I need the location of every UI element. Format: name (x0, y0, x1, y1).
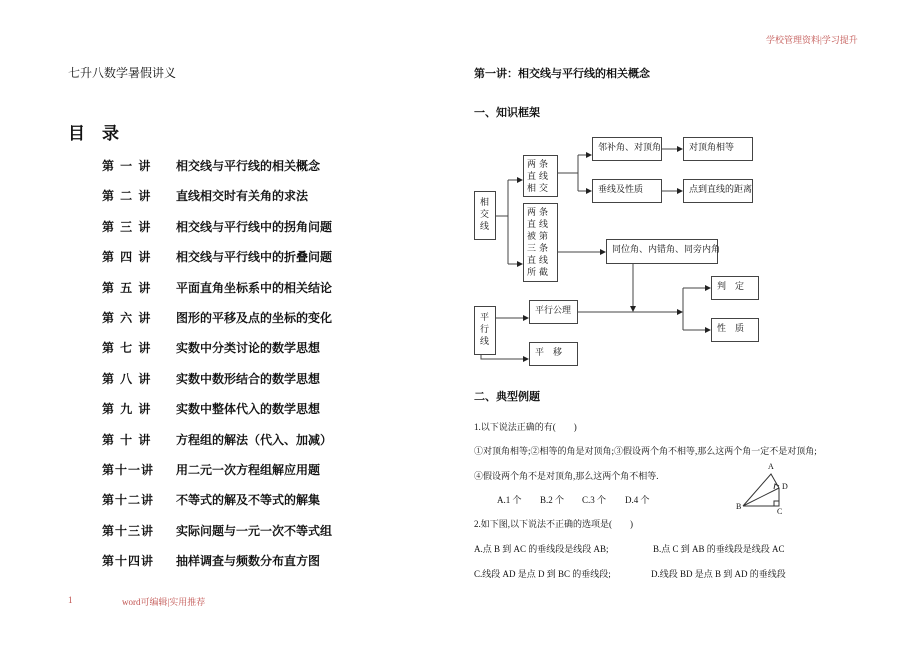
question-1-line-1: ①对顶角相等;②相等的角是对顶角;③假设两个角不相等,那么这两个角一定不是对顶角; (474, 446, 817, 456)
box-intersecting-lines: 相交线 (474, 191, 496, 240)
lecture-title: 第一讲：相交线与平行线的相关概念 (474, 67, 650, 80)
question-1-option-b: B.2 个 (540, 495, 565, 505)
question-2-stem: 2.如下图,以下说法不正确的选项是( ) (474, 519, 633, 529)
box-point-line-distance: 点到直线的距离 (683, 179, 753, 203)
toc-item-number: 第 六 讲 (102, 311, 152, 325)
box-vertical-angles-equal: 对顶角相等 (683, 137, 753, 161)
box-criteria: 判 定 (711, 276, 759, 300)
toc-item-number: 第 八 讲 (102, 371, 152, 386)
toc-item-title: 用二元一次方程组解应用题 (176, 463, 321, 477)
box-adjacent-vertical-angles: 邻补角、对顶角 (592, 137, 662, 161)
question-2-option-b: B.点 C 到 AB 的垂线段是线段 AC (653, 544, 785, 554)
toc-item-title: 相交线与平行线中的折叠问题 (176, 250, 333, 265)
toc-item-title: 实数中数形结合的数学思想 (176, 371, 321, 386)
toc-item-number: 第十二讲 (102, 493, 155, 508)
question-1-option-a: A.1 个 (497, 495, 522, 505)
toc-item-number: 第 五 讲 (102, 280, 152, 295)
toc-item-title: 实数中分类讨论的数学思想 (176, 341, 321, 356)
toc-heading: 目 录 (68, 124, 119, 144)
toc-item-title: 方程组的解法（代入、加减） (176, 432, 333, 447)
section-examples: 二、典型例题 (474, 390, 540, 403)
box-angle-types: 同位角、内错角、同旁内角 (606, 239, 718, 264)
toc-item-title: 抽样调查与频数分布直方图 (176, 554, 321, 569)
figure-label-c: C (777, 507, 783, 516)
toc-item-number: 第 一 讲 (102, 159, 152, 173)
section-knowledge-framework: 一、知识框架 (474, 106, 540, 119)
question-1-option-d: D.4 个 (625, 495, 650, 505)
toc-item-number: 第十一讲 (102, 463, 155, 477)
toc-item-number: 第 四 讲 (102, 250, 152, 265)
question-2-option-a: A.点 B 到 AC 的垂线段是线段 AB; (474, 544, 609, 554)
figure-label-d: D (782, 482, 788, 491)
doc-title: 七升八数学暑假讲义 (68, 66, 177, 80)
box-parallel-lines: 平行线 (474, 306, 496, 355)
toc-item-number: 第 二 讲 (102, 189, 152, 204)
toc-item-title: 实数中整体代入的数学思想 (176, 402, 321, 417)
toc-item-number: 第 三 讲 (102, 219, 152, 234)
box-properties: 性 质 (711, 318, 759, 342)
question-2-option-d: D.线段 BD 是点 B 到 AD 的垂线段 (651, 569, 786, 579)
toc-item-number: 第 九 讲 (102, 402, 152, 417)
question-1-stem: 1.以下说法正确的有( ) (474, 422, 577, 432)
toc-item-title: 实际问题与一元一次不等式组 (176, 523, 333, 538)
question-1-line-2: ④假设两个角不是对顶角,那么这两个角不相等. (474, 471, 659, 481)
toc-item-title: 相交线与平行线的相关概念 (176, 159, 321, 173)
box-translation: 平 移 (529, 342, 578, 366)
toc-item-number: 第十三讲 (102, 523, 155, 538)
toc-item-title: 不等式的解及不等式的解集 (176, 493, 321, 508)
toc-item-number: 第 十 讲 (102, 432, 152, 447)
box-cut-by-third-line: 两条直线被第三条直线所截 (523, 203, 558, 282)
toc-item-number: 第十四讲 (102, 554, 155, 569)
question-2-option-c: C.线段 AD 是点 D 到 BC 的垂线段; (474, 569, 611, 579)
toc-item-number: 第 七 讲 (102, 341, 152, 356)
toc-item-title: 相交线与平行线中的拐角问题 (176, 219, 333, 234)
toc-item-title: 图形的平移及点的坐标的变化 (176, 311, 333, 325)
toc-item-title: 直线相交时有关角的求法 (176, 189, 309, 204)
box-parallel-axiom: 平行公理 (529, 300, 578, 324)
triangle-figure (743, 474, 779, 506)
toc-item-title: 平面直角坐标系中的相关结论 (176, 280, 333, 295)
figure-label-a: A (768, 462, 774, 471)
box-two-lines-intersect: 两条直线相交 (523, 155, 558, 197)
box-perpendicular: 垂线及性质 (592, 179, 662, 203)
page-number: 1 (68, 595, 73, 605)
header-note: 学校管理资料|学习提升 (766, 35, 858, 45)
figure-label-b: B (736, 502, 742, 511)
footer-note: word可编辑|实用推荐 (122, 597, 206, 607)
question-1-option-c: C.3 个 (582, 495, 607, 505)
